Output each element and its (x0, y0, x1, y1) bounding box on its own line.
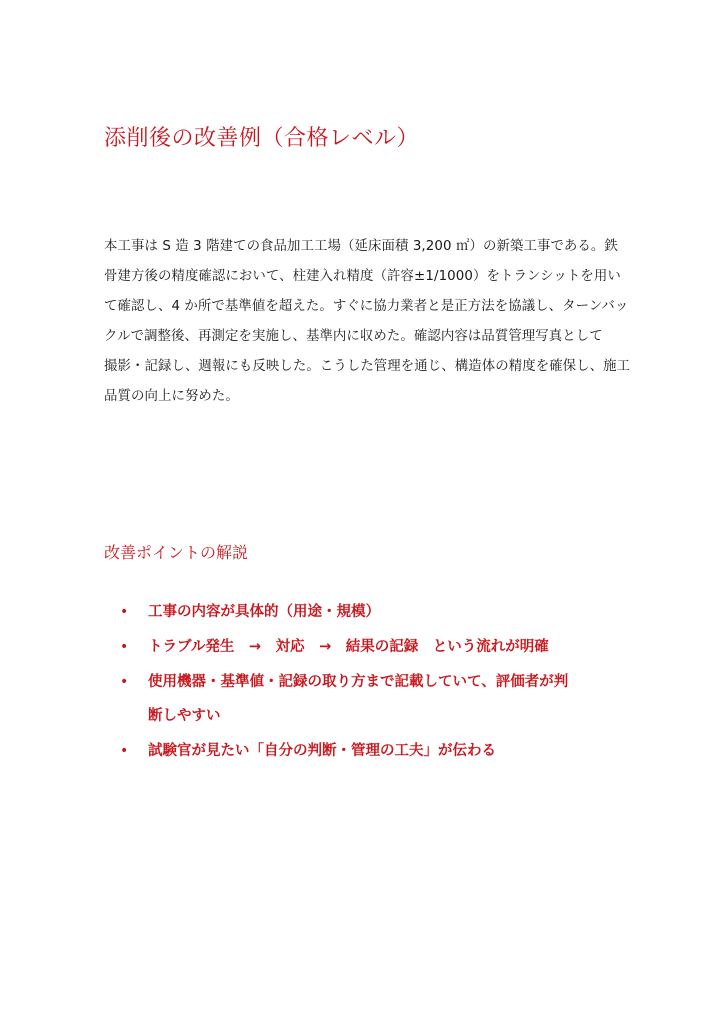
body-line: て確認し、4 か所で基準値を超えた。すぐに協力業者と是正方法を協議し、ターンバッ (104, 299, 629, 314)
bullet-icon: • (120, 743, 129, 759)
body-line: 骨建方後の精度確認において、柱建入れ精度（許容±1/1000）をトランシットを用い (104, 269, 621, 284)
body-line: 品質の向上に努めた。 (104, 389, 239, 404)
point-text: 使用機器・基準値・記録の取り方まで記載していて、評価者が判 (148, 674, 569, 690)
body-line: クルで調整後、再測定を実施し、基準内に収めた。確認内容は品質管理写真として (104, 329, 603, 344)
body-line: 本工事は S 造 3 階建ての食品加工工場（延床面積 3,200 ㎡）の新築工事である。鉄 (104, 239, 618, 254)
improvement-points-list (118, 595, 618, 769)
body-line: 撮影・記録し、週報にも反映した。こうした管理を通じ、構造体の精度を確保し、施工 (104, 359, 631, 374)
section-heading: 改善ポイントの解説 (104, 543, 249, 562)
body-paragraph (104, 232, 631, 412)
point-text: 工事の内容が具体的（用途・規模） (148, 604, 380, 620)
list-item (118, 734, 618, 768)
point-text: 試験官が見たい「自分の判断・管理の工夫」が伝わる (148, 743, 496, 759)
point-text: 断しやすい (148, 708, 221, 724)
page-title: 添削後の改善例（合格レベル） (104, 126, 420, 151)
bullet-icon: • (120, 639, 129, 655)
list-item (118, 665, 618, 733)
list-item (118, 630, 618, 664)
list-item (118, 595, 618, 629)
bullet-icon: • (120, 674, 129, 690)
point-text: トラブル発生 → 対応 → 結果の記録 という流れが明確 (148, 639, 549, 655)
bullet-icon: • (120, 604, 129, 620)
